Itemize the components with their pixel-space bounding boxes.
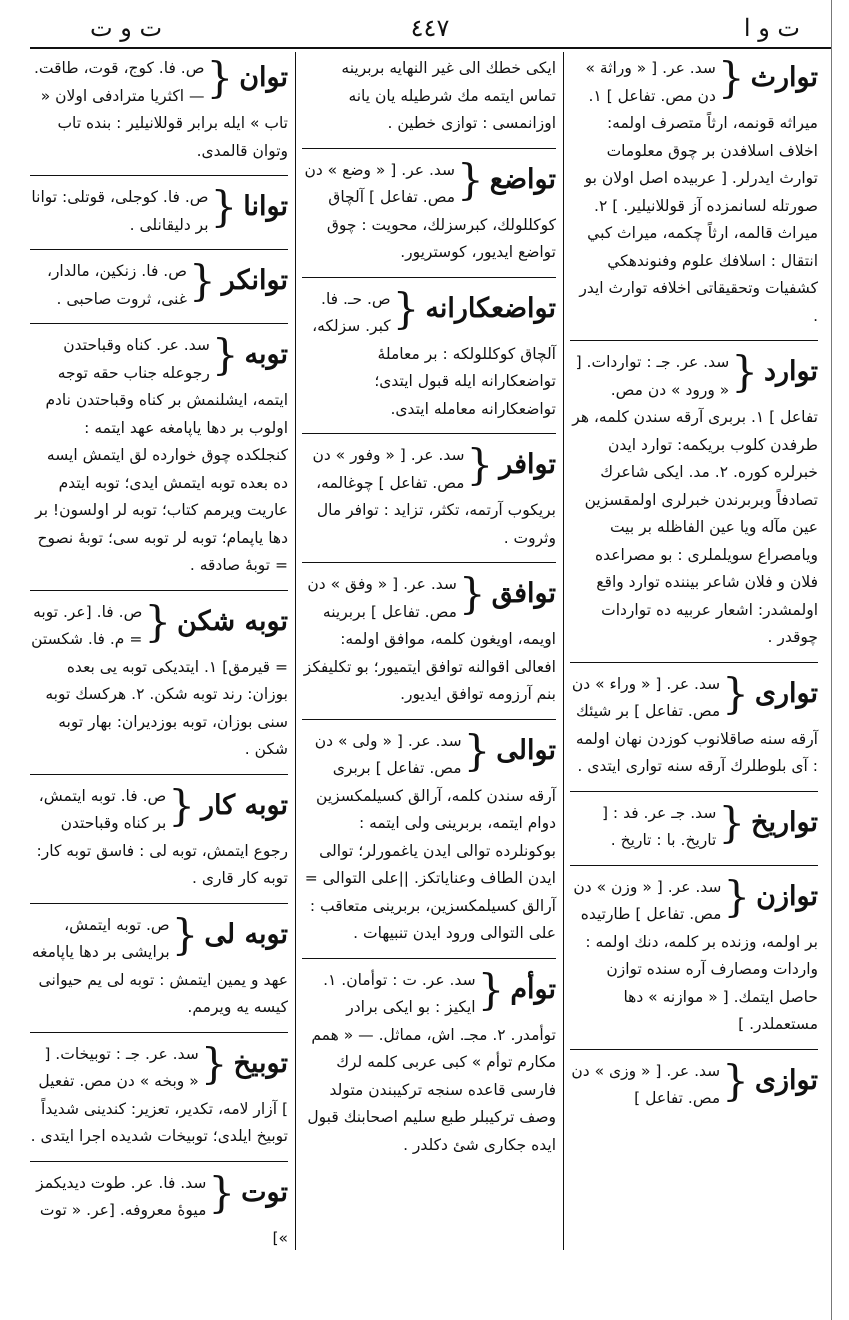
dictionary-entry	[302, 725, 556, 948]
definition: ص. حـ. فا. كبر. سزلكه، آلچاق كوكللولكه : بر معاملهٔ تواضعكارانه ايله قبول ايتدى؛ تواضعكارانه معامله ايتدى.	[312, 289, 556, 418]
brace-icon: {	[458, 569, 486, 618]
dictionary-entry	[30, 596, 288, 764]
headword: توان	[239, 62, 288, 93]
entry-separator	[30, 323, 288, 324]
dictionary-entry	[30, 332, 288, 580]
dictionary-entry	[302, 442, 556, 552]
brace-icon: {	[144, 596, 172, 646]
dictionary-entry-continued	[302, 55, 556, 138]
dictionary-entry	[30, 909, 288, 1022]
dictionary-entry	[30, 258, 288, 313]
dictionary-entry	[30, 780, 288, 893]
brace-icon: {	[722, 1055, 749, 1105]
dictionary-entry	[302, 964, 556, 1160]
column-divider-right	[563, 52, 564, 1250]
entry-separator	[30, 1161, 288, 1162]
brace-icon: {	[717, 53, 745, 102]
entry-separator	[30, 903, 288, 904]
dictionary-entry	[302, 283, 556, 424]
dictionary-entry	[570, 55, 818, 330]
dictionary-entry	[570, 871, 818, 1039]
definition: سد. عر. [ « وزن » دن مص. تفاعل ] طارتيده بر اولمه، وزنده بر كلمه، دنك اولمه : واردات ومصارف آره سنده توازن حاصل ايتمك. [ « موازنه » دها مستعملدر. ]	[573, 877, 818, 1033]
definition: سد. عر. [ « وضع » دن مص. تفاعل ] آلچاق كوكللولك، كبرسزلك، محويت : چوق تواضع ايديور، كوستريور.	[304, 160, 556, 261]
dictionary-entry	[570, 1055, 818, 1113]
definition: ص. فا. توبه ايتمش، بر كناه وقباحتدن رجوع ايتمش، توبه لى : فاسق توبه كار: توبه كار قارى .	[36, 786, 288, 887]
entry-separator	[30, 249, 288, 250]
entry-separator	[302, 562, 556, 563]
definition: سد. جـ عر. فد : [ تاريخ. با : تاريخ .	[601, 803, 717, 849]
definition: سد. عر. جـ : تواردات. [ « ورود » دن مص. تفاعل ] ١. بربرى آرقه سندن كلمه، هر طرفدن كلوب بريكمه: توارد ايدن خبرلره كوره. ٢. مد. ايكى شاعرك تصادفاً وبربرندن خبرلرى اولمقسزين عين مآله ويا عين الفاظله بر بيت ويامصراع سويلملرى : بو مصراعده فلان و فلان شاعر بيننده توارد واقع اولمشدر: اشعار عربيه ده تواردات چوقدر .	[572, 353, 818, 646]
page-edge-line	[831, 0, 832, 1320]
dictionary-entry	[570, 668, 818, 781]
column-divider-left	[295, 52, 296, 1250]
definition: سد. فا. عر. طوت ديديكمز ميوهٔ معروفه. [عر. « توت »]	[36, 1173, 288, 1247]
page-number: ٤٤٧	[410, 14, 450, 42]
dictionary-entry	[302, 154, 556, 267]
entry-separator	[570, 791, 818, 792]
dictionary-entry	[30, 184, 288, 239]
definition: ايكى خطك الى غير النهايه بربرينه تماس ايتمه مك شرطيله يان يانه اوزانمسى : توازى خطين .	[341, 59, 556, 132]
column-left	[30, 55, 288, 1262]
headword: توافر	[499, 449, 556, 480]
brace-icon: {	[718, 797, 746, 847]
definition: سد. عر. [ « وفق » دن مص. تفاعل ] بربرينه اويمه، اويغون كلمه، موافق اولمه: افعالى اقوالنه توافق ايتميور؛ بو تكليفكز بنم آرزومه توافق ايديور.	[303, 575, 556, 703]
headword: توانكر	[221, 265, 288, 296]
brace-icon: {	[211, 330, 239, 379]
brace-icon: {	[210, 182, 238, 231]
definition: سد. عر. [ « وراثة » دن مص. تفاعل ] ١. ميراثه قونمه، ارثاً متصرف اولمه: اخلاف اسلافدن بر چوق معلومات توارث ايدرلر. [ عربيده اصل اولان بو صورتله لسانمزده آز قوللانيلير. ] ٢. ميراث قالمه، ارثاً چكمه، ميراث كبي انتقال : اسلافك علوم وفنوندهكي كشفيات وتحقيقاتى اخلافه توارث ايدر .	[579, 59, 818, 325]
headword: تواريخ	[751, 806, 818, 838]
dictionary-entry	[30, 1167, 288, 1253]
headword: توبه لى	[204, 918, 288, 950]
brace-icon: {	[200, 1038, 228, 1088]
definition: سد. عر. [ « وزى » دن مص. تفاعل ]	[571, 1061, 721, 1107]
dictionary-entry	[30, 1038, 288, 1151]
headword: توازن	[756, 880, 818, 912]
page-header	[30, 10, 830, 44]
brace-icon: {	[731, 347, 758, 396]
header-left-catchword: ت و ت	[90, 14, 163, 42]
headword: توارد	[763, 356, 818, 387]
entry-separator	[30, 1032, 288, 1033]
headword: توالى	[496, 734, 556, 766]
brace-icon: {	[463, 725, 491, 775]
definition: سد. عر. جـ : توبيخات. [ « وبخه » دن مص. تفعيل ] آزار لامه، تكدير، تعزير: كندينى شديداً توبيخ ايلدى؛ توبيخات شديده اجرا ايتدى .	[30, 1044, 288, 1145]
column-right	[570, 55, 818, 1123]
headword: توبه كار	[201, 789, 288, 821]
brace-icon: {	[206, 53, 234, 102]
definition: ص. فا. زنكين، مالدار، غنى، ثروت صاحبى .	[46, 262, 187, 308]
entry-separator	[302, 958, 556, 959]
headword: توبه	[244, 339, 288, 370]
brace-icon: {	[188, 256, 216, 305]
headword: توارى	[754, 677, 818, 709]
brace-icon: {	[722, 668, 749, 718]
definition: ص. فا. [عر. توبه = م. فا. شكستن = قيرمق] ١. ايتديكى توبه يى بعده بوزان: رند توبه شكن. ٢. هركسك توبه سنى بوزان، توبه بوزديران: بهار توبه شكن .	[31, 602, 288, 758]
entry-separator	[30, 175, 288, 176]
headword: تواضعكارانه	[425, 292, 556, 324]
dictionary-entry	[30, 55, 288, 165]
entry-separator	[30, 774, 288, 775]
headword: توازى	[754, 1064, 818, 1096]
column-middle	[302, 55, 556, 1169]
brace-icon: {	[392, 283, 420, 333]
headword: تواضع	[489, 163, 556, 195]
entry-separator	[570, 865, 818, 866]
headword: توبه شكن	[177, 605, 288, 637]
definition: سد. عر. كناه وقباحتدن رجوعله جناب حقه توجه ايتمه، ايشلنمش بر كناه وقباحتدن نادم اولوب بر دها ياپامغه عهد ايتمه : كنجلكده چوق خوارده لق ايتمش ايسه ده بعده توبه ايتمش ايدى؛ توبه ايتدم عاريت ويرمم كتاب؛ توبه لر اولسون! بر دها ياپمام؛ توبه لر توبه سى؛ توبهٔ نصوح = توبهٔ صادقه .	[35, 336, 288, 574]
entry-separator	[570, 662, 818, 663]
brace-icon: {	[466, 440, 494, 489]
brace-icon: {	[171, 909, 199, 959]
entry-separator	[570, 340, 818, 341]
entry-separator	[302, 719, 556, 720]
definition: ص. فا. كوجلى، قوتلى: توانا بر دليقانلى .	[31, 188, 209, 234]
dictionary-entry	[570, 797, 818, 855]
entry-separator	[302, 148, 556, 149]
definition: سد. عر. [ « ولى » دن مص. تفاعل ] بربرى آرقه سندن كلمه، آرالق كسيلمكسزين دوام ايتمه، بربرينى ولى ايتمه : بوكونلرده توالى ايدن ياغمورلر؛ توالى ايدن الطاف وعناياتكز. ||على التوالى = آرالق كسيلمكسزين، بربرينى متعاقب : على التوالى ورود ايدن تنبيهات .	[304, 731, 556, 942]
headword: توبيخ	[233, 1047, 288, 1079]
definition: ص. توبه ايتمش، برايشى بر دها ياپامغه عهد و يمين ايتمش : توبه لى يم حيوانى كيسه يه ويرمم.	[31, 915, 288, 1016]
header-rule	[30, 47, 832, 49]
brace-icon: {	[723, 871, 751, 921]
definition: سد. عر. [ « وفور » دن مص. تفاعل ] چوغالمه، بريكوب آرتمه، تكثر، تزايد : توافر مال وثروت .	[312, 446, 556, 547]
brace-icon: {	[168, 780, 196, 830]
entry-separator	[570, 1049, 818, 1050]
definition: سد. عر. ت : توأمان. ١. ايكيز : بو ايكى برادر توأمدر. ٢. مجـ. اش، مماثل. — « همم مكارم توأم » كبى عربى كلمه لرك فارسى قاعده سنجه تركيبندن متولد وصف تركيبلر طبع سليم اصحابنك قبول ايده جكارى شئ دكلدر .	[307, 970, 556, 1154]
dictionary-entry	[302, 571, 556, 709]
headword: توافق	[491, 578, 556, 609]
brace-icon: {	[477, 964, 505, 1014]
entry-separator	[30, 590, 288, 591]
brace-icon: {	[208, 1167, 236, 1217]
headword: توارث	[750, 62, 818, 93]
headword: توأم	[510, 973, 556, 1005]
header-right-catchword: ت و ا	[743, 14, 800, 42]
headword: توت	[241, 1176, 288, 1208]
definition: ص. فا. كوج، قوت، طاقت. — اكثريا مترادفى اولان « تاب » ايله برابر قوللانيلير : بنده تاب وتوان قالمدى.	[34, 59, 288, 160]
entry-separator	[302, 433, 556, 434]
definition: سد. عر. [ « وراء » دن مص. تفاعل ] بر شيئك آرقه سنه صاقلانوب كوزدن نهان اولمه : آى بلوطلرك آرقه سنه توارى ايتدى .	[571, 674, 818, 775]
headword: توانا	[243, 191, 288, 222]
dictionary-entry	[570, 349, 818, 652]
brace-icon: {	[457, 154, 484, 204]
entry-separator	[302, 277, 556, 278]
